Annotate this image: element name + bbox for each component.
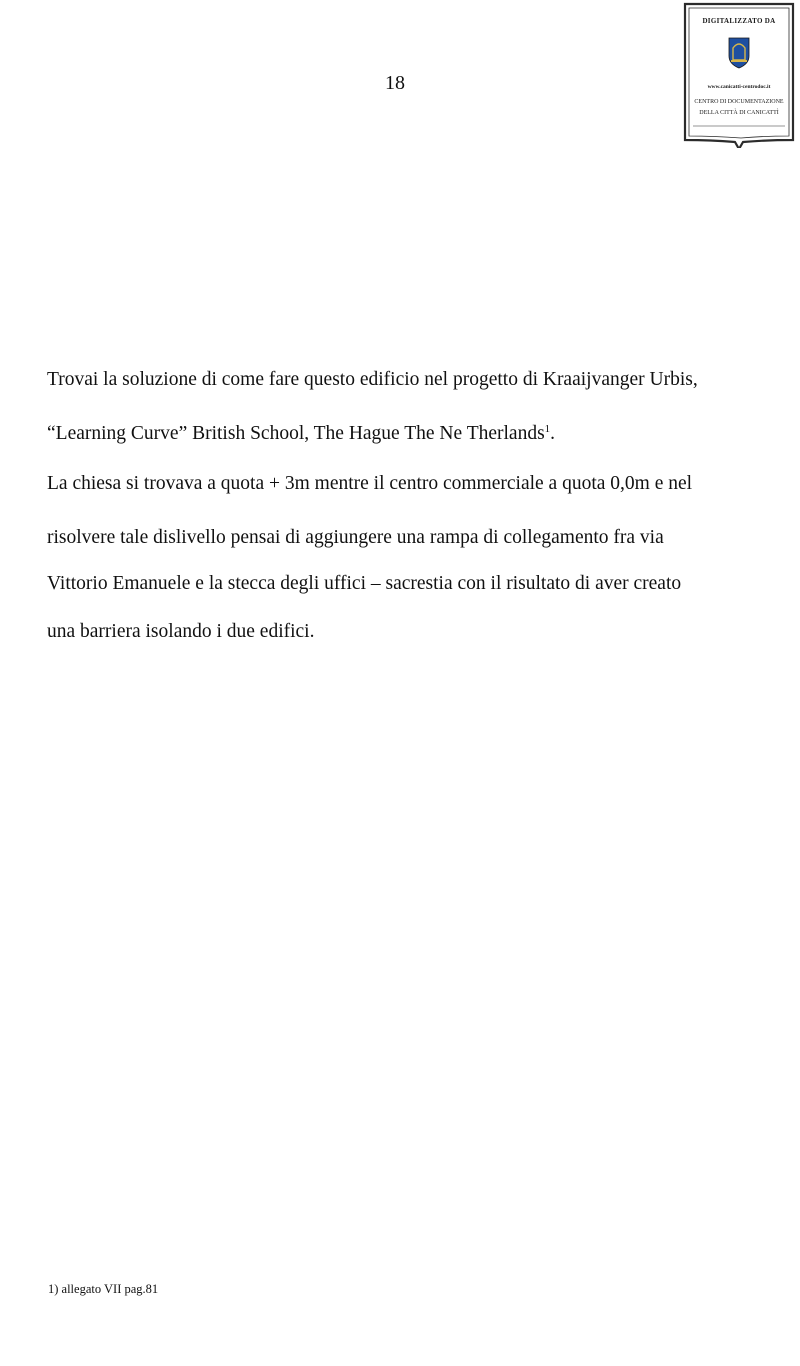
stamp-line-2: DELLA CITTÀ DI CANICATTÌ [699,110,779,116]
body-line-text: “Learning Curve” British School, The Hague The Ne Therlands [47,423,545,444]
body-line: Vittorio Emanuele e la stecca degli uffici – sacrestia con il risultato di aver creato [47,573,682,594]
digitization-stamp [683,2,795,148]
body-line: una barriera isolando i due edifici. [47,621,315,642]
body-line: La chiesa si trovava a quota + 3m mentre il centro commerciale a quota 0,0m e nel [47,473,693,494]
city-crest-icon [729,38,749,68]
stamp-title: DIGITALIZZATO DA [702,17,776,25]
body-line-end: . [550,423,556,444]
body-line: Trovai la soluzione di come fare questo edificio nel progetto di Kraaijvanger Urbis, [47,369,698,390]
footnote-reference: 1 [544,423,551,435]
stamp-line-1: CENTRO DI DOCUMENTAZIONE [694,99,784,105]
stamp-url: www.canicatti-centrodoc.it [707,84,771,90]
page-number: 18 [385,72,405,94]
body-line [47,424,555,444]
footnote: 1) allegato VII pag.81 [48,1282,159,1296]
body-line: risolvere tale dislivello pensai di aggiungere una rampa di collegamento fra via [47,527,664,548]
